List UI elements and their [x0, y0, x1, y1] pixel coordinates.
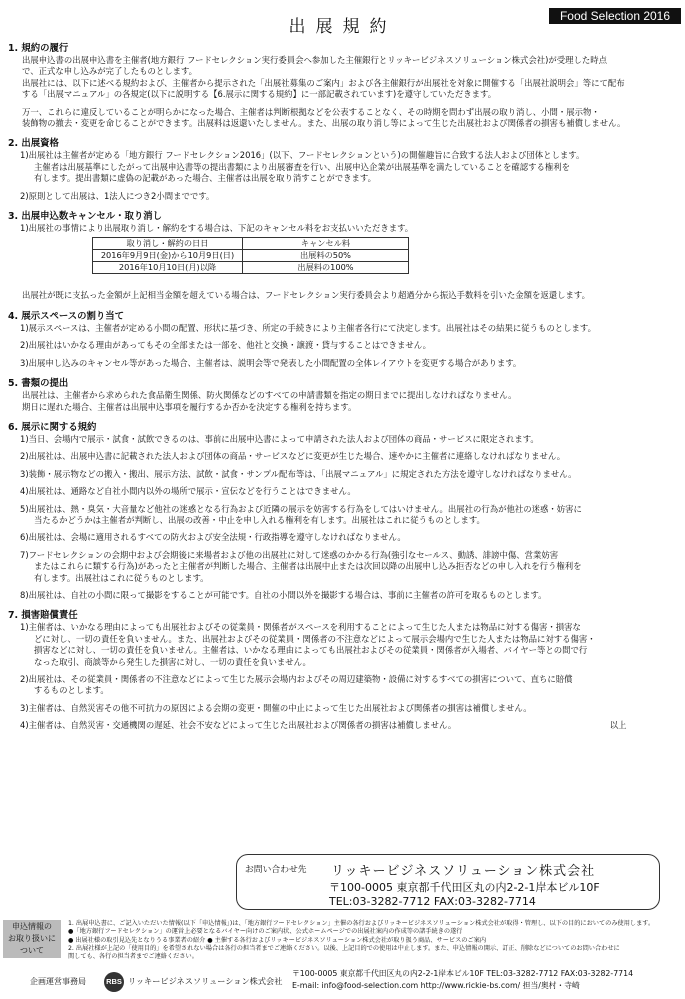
- section-4: [8, 310, 678, 369]
- cancellation-fee-table: [92, 237, 409, 274]
- event-badge: Food Selection 2016: [549, 8, 681, 24]
- contact-box: [236, 854, 660, 910]
- paragraph: 万一、これらに違反していることが明らかになった場合、主催者は判断根拠などを公表することなく、その時期を問わず出展の取り消し、小間・展示物・ 装飾物の撤去・変更を命じることができます。出展料は返還いたしません。また、出展の取り消し等によって生じた出展社および関係者の損害も補償しません。: [22, 106, 626, 129]
- list-item-text: 4)主催者は、自然災害・交通機関の遅延、社会不安などによって生じた出展社および関係者の損害は補償しません。: [20, 720, 457, 731]
- footer: [0, 966, 685, 999]
- list-item: 1)主催者は、いかなる理由によっても出展社およびその従業員・関係者がスペースを利用することによって生じた人または物品に対する傷害・損害な どに対し、一切の責任を負いません。また、出展社およびその従業員・関係者の不注意などによって展示会場内で生じた人または物品に対する傷害・ 損害などに対し、一切の責任を負いません。主催者は、いかなる理由によっても出展社およびその従業員・関係者が入場者、バイヤー等との間で行 なった取引、商談等から発生した損害に対し、一切の責任を負いません。: [20, 622, 596, 667]
- table-header: キャンセル料: [243, 238, 409, 250]
- list-item: 8)出展社は、自社の小間に限って撮影をすることが可能です。自社の小間以外を撮影する場合は、事前に主催者の許可を取るものとします。: [20, 589, 547, 600]
- table-cell: 2016年10月10日(月)以降: [93, 262, 243, 274]
- data-handling-label: 申込情報の お取り扱いに ついて: [3, 920, 61, 958]
- section-title: 5. 書類の提出: [8, 378, 69, 390]
- list-item: 1)展示スペースは、主催者が定める小間の配置、形状に基づき、所定の手続きにより主催者各行にて決定します。出展社はその結果に従うものとします。: [20, 322, 596, 333]
- terms-body: [8, 42, 678, 740]
- section-title: 7. 損害賠償責任: [8, 610, 78, 622]
- list-item: [8, 720, 678, 731]
- list-item: 3)出展申し込みのキャンセル等があった場合、主催者は、説明会等で発表した小間配置の全体レイアウトを変更する場合があります。: [20, 357, 522, 368]
- table-row: [93, 250, 409, 262]
- table-cell: 出展料の50%: [243, 250, 409, 262]
- section-title: 6. 展示に関する規約: [8, 421, 97, 433]
- section-5: [8, 377, 678, 413]
- table-cell: 出展料の100%: [243, 262, 409, 274]
- section-title: 3. 出展申込数キャンセル・取り消し: [8, 211, 162, 223]
- list-item: 2)出展社は、その従業員・関係者の不注意などによって生じた展示会場内およびその周辺建築物・設備に対するすべての損害について、直ちに賠償 するものとします。: [20, 674, 573, 696]
- list-item: 4)出展社は、通路など自社小間内以外の場所で展示・宣伝などを行うことはできません。: [20, 486, 356, 497]
- list-item: 3)主催者は、自然災害その他不可抗力の原因による会期の変更・開催の中止によって生じた出展社および関係者の損害は補償しません。: [20, 702, 532, 713]
- table-header-row: [93, 238, 409, 250]
- company-logo: RBS: [104, 972, 124, 992]
- list-item: 5)出展社は、熱・臭気・大音量など他社の迷惑となる行為および近隣の展示を妨害する行為をしてはいけません。出展社の行為が他社の迷惑・妨害に 当たるかどうかは主催者が判断し、出展の改善・中止を申し入れる権利を有します。出展社はこれに従うものとします。: [20, 503, 582, 525]
- footer-address: 〒100-0005 東京都千代田区丸の内2-2-1岸本ビル10F TEL:03-3282-7712 FAX:03-3282-7714: [292, 969, 634, 978]
- table-header: 取り消し・解約の日日: [93, 238, 243, 250]
- footer-company: リッキービジネスソリューション株式会社: [128, 976, 283, 986]
- closing-text: 以上: [609, 720, 627, 731]
- contact-company: リッキービジネスソリューション株式会社: [331, 864, 596, 879]
- refund-note: 出展社が既に支払った金額が上記相当金額を超えている場合は、フードセレクション実行委員会より超過分から振込手数料を引いた金額を返還します。: [22, 290, 590, 301]
- list-item: 7)フードセレクションの会期中および会期後に来場者および他の出展社に対して迷惑のかかる行為(強引なセールス、動誘、誹謗中傷、営業妨害 またはこれらに類する行為)があったと主催者が判断した場合、主催者は出展中止または次回以降の出展申し込み拒否などの申し入れを行う権利を 有します。出展社はこれに従うものとします。: [20, 549, 582, 583]
- section-6: [8, 421, 678, 601]
- list-item: 2)原則として出展は、1法人につき2小間までです。: [20, 190, 215, 201]
- list-item: 3)装飾・展示物などの搬入・搬出、展示方法、試飲・試食・サンプル配布等は、「出展マニュアル」に規定された方法を遵守しなければなりません。: [20, 468, 577, 479]
- list-item: 1)当日、会場内で展示・試食・試飲できるのは、事前に出展申込書によって申請された法人および団体の商品・サービスに限定されます。: [20, 433, 539, 444]
- paragraph: 出展社は、主催者から求められた食品衛生関係、防火関係などのすべての申請書類を指定の期日までに提出しなければなりません。 期日に遅れた場合、主催者は出展申込事項を履行するか否かを決定する権利を持ちます。: [22, 390, 517, 412]
- paragraph: 出展申込書の出展申込書を主催者(地方銀行 フードセレクション実行委員会へ参加した主催銀行とリッキービジネスソリューション株式会社)が受理した時点 で、正式な申し込みが完了したものとします。 出展社には、以下に述べる規約および、主催者から提示された「出展社募集のご案内」および各主催銀行が出展社を対象に開催する「出展社説明会」等にて配布 する「出展マニュアル」の各規定(以下に説明する【6.展示に関する規約】に一部記載されています)を遵守していただきます。: [22, 55, 625, 100]
- footer-contact: E-mail: info@food-selection.com http://www.rickie-bs.com/ 担当/奥村・寺崎: [292, 981, 580, 990]
- section-2: [8, 137, 678, 202]
- list-item: 2)出展社は、出展申込書に記載された法人および団体の商品・サービスなどに変更が生じた場合、速やかに主催者に連絡しなければなりません。: [20, 451, 566, 462]
- table-cell: 2016年9月9日(金)から10月9日(日): [93, 250, 243, 262]
- section-title: 4. 展示スペースの割り当て: [8, 310, 125, 322]
- secretariat-label: 企画運営事務局: [30, 977, 86, 986]
- list-item: 1)出展社は主催者が定める「地方銀行 フードセレクション2016」(以下、フードセレクションという)の開催趣旨に合致する法人および団体とします。 主催者は出展基準にしたがって出展申込書等の提出書類により出展審査を行い、出展申込企業が出展基準を満たしていることを確認する権利を 有します。提出書類に虚偽の記載があった場合、主催者は出展を取り消すことができます。: [20, 150, 585, 184]
- list-item: 6)出展社は、会場に適用されるすべての防火および安全法規・行政指導を遵守しなければなりません。: [20, 532, 406, 543]
- section-title: 1. 規約の履行: [8, 43, 69, 54]
- section-3: [8, 210, 678, 302]
- section-7: [8, 609, 678, 731]
- table-row: [93, 262, 409, 274]
- contact-address: 〒100-0005 東京都千代田区丸の内2-2-1岸本ビル10F: [329, 881, 600, 894]
- contact-label: お問い合わせ先: [245, 865, 307, 875]
- list-item: 2)出展社はいかなる理由があってもその全部または一部を、他社と交換・譲渡・貸与することはできません。: [20, 340, 432, 351]
- section-1: [8, 42, 678, 129]
- contact-phone: TEL:03-3282-7712 FAX:03-3282-7714: [329, 895, 536, 908]
- list-item: 1)出展社の事情により出展取り消し・解約をする場合は、下記のキャンセル料をお支払いいただきます。: [20, 223, 414, 234]
- section-title: 2. 出展資格: [8, 138, 59, 150]
- page-title: 出展規約: [288, 17, 397, 37]
- data-handling-notes: 1. 出展申込書に、ご記入いただいた情報(以下「申込情報」)は、「地方銀行フードセレクション」主催の各行およびリッキービジネスソリューション株式会社が取得・管理し、以下の目的においてのみ使用します。 ●「地方銀行フードセレクション」の運営上必要となるバイヤー向けのご案内状、公式ホームページでの出展社案内の作成等の諸手続きの遂行 ● 出展社様の取引見込先となりうる事業者の紹介 ● 主催する各行およびリッキービジネスソリューション株式会社が取り扱う商品、サービスのご案内 2. 出展社様が上記の「使用目的」を希望されない場合は各行の担当者までご連絡ください。以後、上記目的での使用は中止します。また、申込情報の開示、訂正、削除などについてのお問い合わせに 関しても、各行の担当者までご連絡ください。: [68, 920, 655, 961]
